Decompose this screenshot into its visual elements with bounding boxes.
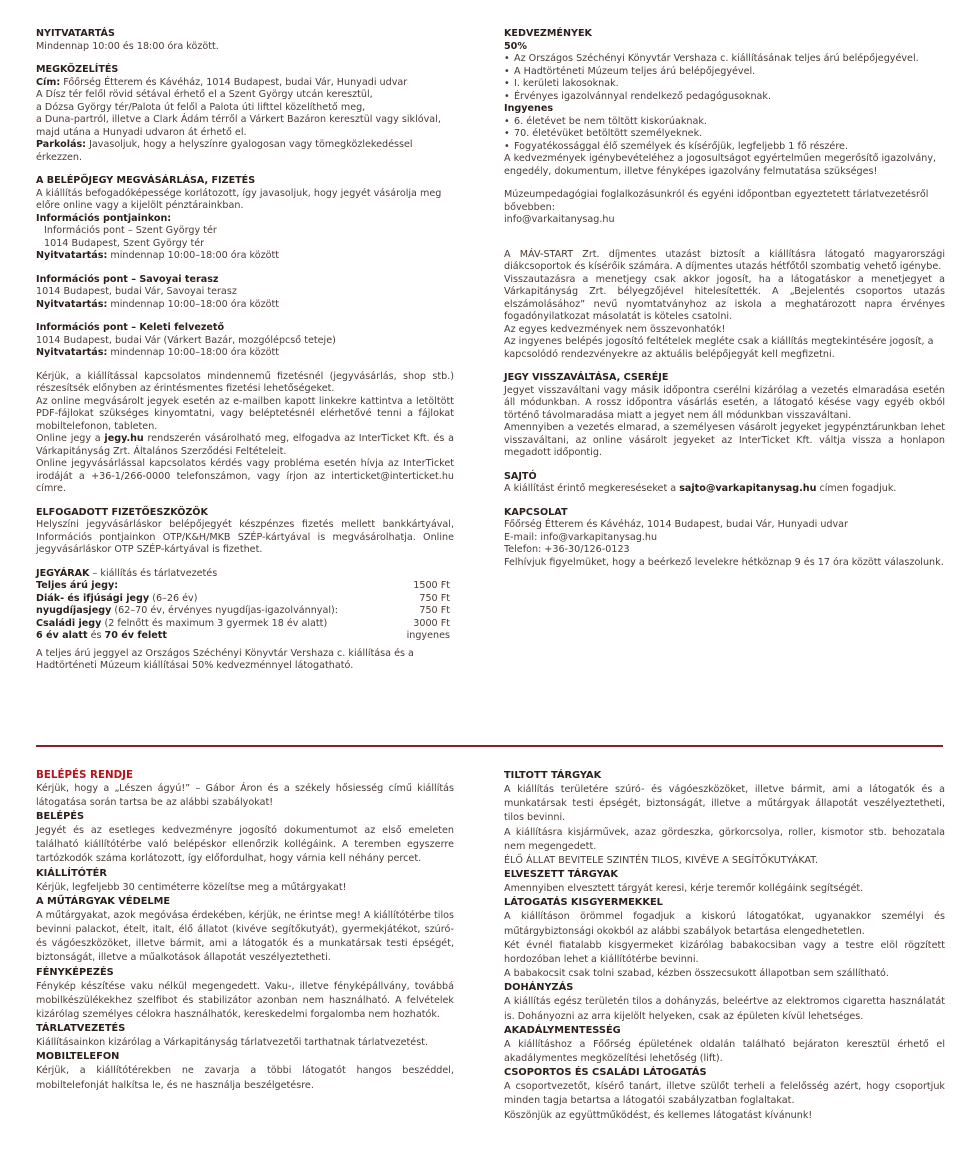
- kids-visit-text: A kiállításon örömmel fogadjuk a kiskorú látogatókat, ugyanakkor személyi és műtárgybiztonsági okokból az alábbi szabályok betartása elengedhetetlen.: [504, 911, 945, 937]
- info-point-name: Információs pont – Savoyai terasz: [36, 273, 219, 285]
- payment-heading: ELFOGADOTT FIZETŐESZKÖZÖK: [36, 506, 208, 518]
- free-item: • 6. életévet be nem töltött kiskorúaknak.: [504, 116, 945, 129]
- price-row: Teljes árú jegy: 1500 Ft: [36, 580, 450, 591]
- mav-note: A MÁV-START Zrt. díjmentes utazást biztosít a kiállításra látogató magyarországi diákcsoportok és kísérőik számára. A díjmentes utazás hétfőtől szombatig vehető igénybe.: [504, 248, 945, 272]
- free-entry-label: Ingyenes: [504, 103, 554, 114]
- guided-tour-text: Kiállításainkon kizárólag a Várkapitányság tárlatvezetői tarthatnak tárlatvezetést.: [36, 1037, 429, 1049]
- payment-text: Helyszíni jegyvásárláskor belépőjegyét készpénzes fizetés mellett bankkártyával, Információs pontjainkon OTP/K&H/MKB SZÉP-kártyával is megvásárolhatja. Online jegyvásárláskor OTP SZÉP-kártyával is fizethet.: [36, 519, 454, 555]
- lost-items-text: Amennyiben elvesztett tárgyát keresi, kérje teremőr kollégáink segítségét.: [504, 883, 864, 895]
- forbidden-items-heading: TILTOTT TÁRGYAK: [504, 770, 602, 781]
- museum-pedagogy-note: Múzeumpedagógiai foglalkozásunkról és egyéni időpontban egyeztetett tárlatvezetésről bővebben:: [504, 189, 929, 213]
- rules-intro: Kérjük, hogy a „Lészen ágyú!” – Gábor Áron és a székely hősiesség című kiállítás látogatása során tartsa be az alábbi szabályokat!: [36, 782, 454, 808]
- info-point-name: Információs pont – Szent György tér: [44, 225, 217, 236]
- exchange-text: Jegyet visszaváltani vagy másik időpontra cserélni kizárólag a vezetés elmaradása esetén áll módunkban. A rossz időpontra vásárlás esetén, a látogató késése vagy egyéb okból történő távolmaradása miatt a jegyet nem áll módunkban visszaváltani.: [504, 384, 945, 421]
- discount-50-label: 50%: [504, 40, 527, 52]
- photography-text: Fénykép készítése vaku nélkül megengedett. Vaku-, illetve fényképállvány, továbbá mobilkészülékekhez szelfibot és stabilizátor azonban nem használható. A felvételek kizárólag személyes célokra használhatók, kereskedelmi forgalomba nem hozhatók.: [36, 980, 454, 1020]
- contact-heading: KAPCSOLAT: [504, 506, 568, 518]
- kids-visit-text: A babakocsit csak tolni szabad, kézben összecsukott állapotban sem szállítható.: [504, 968, 889, 980]
- group-visit-heading: CSOPORTOS ÉS CSALÁDI LÁTOGATÁS: [504, 1067, 707, 1079]
- photography-heading: FÉNYKÉPEZÉS: [36, 966, 114, 978]
- discount-item: • A Hadtörténeti Múzeum teljes árú belépőjegyével.: [504, 66, 945, 79]
- accessibility-heading: AKADÁLYMENTESSÉG: [504, 1024, 621, 1036]
- artwork-protection-text: A műtárgyakat, azok megóvása érdekében, kérjük, ne érintse meg! A kiállítótérbe tilos bevinni palackot, ételt, italt, élő állatot (kivéve segítőkutyát), gyermekjátékot, szúró- és vágóeszközöket, illetve bármit, ami a látogatók és a munkatársak testi épségét, biztonságát, illetve a műalkotások állapotát veszélyeztetheti.: [36, 909, 454, 964]
- contact-email[interactable]: E-mail: info@varkapitanysag.hu: [504, 531, 658, 543]
- info-point-hours: Nyitvatartás: mindennap 10:00–18:00 óra között: [36, 347, 280, 358]
- jegy-hu-link[interactable]: jegy.hu: [104, 433, 144, 444]
- info-points-label: Információs pontjainkon:: [36, 212, 172, 224]
- prices-heading: JEGYÁRAK – kiállítás és tárlatvezetés: [36, 567, 218, 579]
- discount-item: • Az Országos Széchényi Könyvtár Vershaza c. kiállításának teljes árú belépőjegyével.: [504, 53, 945, 66]
- free-item: • Fogyatékossággal élő személyek és kísérőjük, legfeljebb 1 fő részére.: [504, 141, 945, 154]
- ticket-purchase-intro: A kiállítás befogadóképessége korlátozott, így javasoljuk, hogy jegyét vásárolja meg előre online vagy a kijelölt pénztárainkban.: [36, 187, 442, 211]
- exhibition-space-text: Kérjük, legfeljebb 30 centiméterre közelítse meg a műtárgyakat!: [36, 881, 347, 893]
- discounts-heading: KEDVEZMÉNYEK: [504, 28, 592, 39]
- approach-line: A Dísz tér felől rövid sétával érhető el a Szent György utcán keresztül,: [36, 89, 373, 100]
- guided-tour-heading: TÁRLATVEZETÉS: [36, 1023, 126, 1035]
- group-visit-text: A csoportvezetőt, kísérő tanárt, illetve szülőt terheli a felelősség azért, hogy csoportjuk minden tagja betartsa a látogatói szabályzatban foglaltakat.: [504, 1081, 945, 1107]
- mobile-phone-heading: MOBILTELEFON: [36, 1051, 120, 1063]
- price-row: Családi jegy (2 felnőtt és maximum 3 gyermek 18 év alatt) 3000 Ft: [36, 617, 450, 629]
- price-row: 6 év alatt és 70 év felett ingyenes: [36, 630, 450, 641]
- thanks-text: Köszönjük az együttműködést, és kellemes látogatást kívánunk!: [504, 1109, 813, 1121]
- approach-line: a Duna-partról, illetve a Clark Ádám térről a Várkert Bazáron keresztül vagy siklóval, majd utána a Hunyadi udvaron át érhető el.: [36, 114, 441, 138]
- prices-note: A teljes árú jeggyel az Országos Széchényi Könyvtár Vershaza c. kiállítása és a Hadtörténeti Múzeum kiállításai 50% kedvezménnyel látogatható.: [36, 647, 414, 671]
- exchange-text: Amennyiben a vezetés elmarad, a személyesen vásárolt jegyeket jegypénztárunkban lehet visszaváltani, az online vásárolt jegyeket az InterTicket Kft. váltja vissza a honlapon megadott időpontig.: [504, 422, 945, 458]
- mobile-phone-text: Kérjük, a kiállítótérekben ne zavarja a többi látogatót hangos beszéddel, mobiltelefonját halkítsa le, és ne használja beszélgetésre.: [36, 1065, 454, 1091]
- kids-visit-heading: LÁTOGATÁS KISGYERMEKKEL: [504, 897, 663, 909]
- entry-text: Jegyét és az esetleges kedvezményre jogosító dokumentumot az első emeleten található kiállítótérbe való belépéskor ellenőrzik kollégáink. A teremben egyszerre tartózkodók száma korlátozott, így előfordulhat, hogy várnia kell néhány percet.: [36, 824, 454, 865]
- entry-heading: BELÉPÉS: [36, 810, 85, 822]
- info-column-left: [36, 28, 454, 673]
- approach-address: Cím: Főőrség Étterem és Kávéház, 1014 Budapest, budai Vár, Hunyadi udvar: [36, 76, 408, 88]
- exchange-heading: JEGY VISSZAVÁLTÁSA, CSERÉJE: [504, 372, 669, 383]
- price-row: Diák- és ifjúsági jegy (6–26 év) 750 Ft: [36, 592, 450, 604]
- press-text: A kiállítást érintő megkereséseket a sajto@varkapitanysag.hu címen fogadjuk.: [504, 483, 897, 494]
- artwork-protection-heading: A MŰTÁRGYAK VÉDELME: [36, 895, 171, 907]
- info-point-address: 1014 Budapest, budai Vár (Várkert Bazár, mozgólépcső teteje): [36, 334, 336, 346]
- accessibility-text: A kiállításhoz a Főőrség épületének oldalán található bejáraton keresztül érhető el akadálymentes megközelítési lehetőség (lift).: [504, 1038, 945, 1065]
- contact-address: Főőrség Étterem és Kávéház, 1014 Budapest, budai Vár, Hunyadi udvar: [504, 519, 848, 530]
- section-divider: [36, 745, 943, 747]
- info-point-hours: Nyitvatartás: mindennap 10:00–18:00 óra között: [36, 250, 280, 261]
- mav-note: Az ingyenes belépés jogosító feltételek megléte csak a kiállítás megtekintésére jogosít, a kapcsolódó rendezvényekre az aktuális belépőjegyát kell megfizetni.: [504, 336, 934, 360]
- price-row: nyugdíjasjegy (62–70 év, érvényes nyugdíjas-igazolvánnyal): 750 Ft: [36, 605, 450, 616]
- lost-items-heading: ELVESZETT TÁRGYAK: [504, 869, 618, 881]
- discount-item: • Érvényes igazolvánnyal rendelkező pedagógusoknak.: [504, 91, 945, 104]
- rules-column-right: [504, 769, 945, 1123]
- exhibition-space-heading: KIÁLLÍTÓTÉR: [36, 867, 107, 879]
- discount-note: A kedvezmények igénybevételéhez a jogosultságot egyértelműen megerősítő igazolvány, engedély, dokumentum, illetve fényképes igazolvány felmutatása szükséges!: [504, 153, 937, 177]
- mav-note: Visszautazásra a menetjegy csak akkor jogosít, ha a látogatáskor a menetjegyet a Várkapitányság Zrt. bélyegzőjével hitelesítették. A „Bejelentés csoportos utazás elszámolásához” nevű nyomtatványhoz az iskola a meghatározott napra érvényes fogadónyilatkozat másolatát is köteles csatolni.: [504, 273, 945, 322]
- info-point-address: 1014 Budapest, Szent György tér: [44, 237, 205, 249]
- contact-phone[interactable]: Telefon: +36-30/126-0123: [504, 544, 630, 555]
- forbidden-items-text: A kiállításra kisjárművek, azaz gördeszka, görkorcsolya, roller, kismotor stb. behozatala nem megengedett.: [504, 826, 945, 852]
- press-heading: SAJTÓ: [504, 470, 537, 482]
- kids-visit-text: Két évnél fiatalabb kisgyermeket kizárólag babakocsiban vagy a testre elöl rögzített hordozóban lehet a kiállítótérbe bevinni.: [504, 939, 945, 966]
- smoking-text: A kiállítás egész területén tilos a dohányzás, beleértve az elektromos cigaretta használatát is. Dohányozni az arra kijelölt helyeken, csak az épületen kívül lehetséges.: [504, 996, 945, 1022]
- discount-item: • I. kerületi lakosoknak.: [504, 78, 945, 91]
- info-point-address: 1014 Budapest, budai Vár, Savoyai terasz: [36, 286, 237, 297]
- museum-email-link[interactable]: info@varkaitanysag.hu: [504, 214, 615, 225]
- press-email-link[interactable]: sajto@varkapitanysag.hu: [679, 483, 817, 494]
- payment-note: Kérjük, a kiállítással kapcsolatos mindennemű fizetésnél (jegyvásárlás, shop stb.) részesítsék előnyben az érintésmentes fizetési lehetőségeket.: [36, 370, 454, 394]
- online-ticket-note: Az online megvásárolt jegyek esetén az e-mailben kapott linkekre kattintva a letöltött PDF-fájlokat szükséges kinyomtatni, vagy beléptetésnél elérhetővé tenni a fájlokat mobiltelefonon, tableten.: [36, 395, 454, 432]
- approach-heading: MEGKÖZELÍTÉS: [36, 64, 119, 75]
- info-column-right: [504, 28, 945, 569]
- smoking-heading: DOHÁNYZÁS: [504, 982, 574, 994]
- interticket-note: Online jegyvásárlással kapcsolatos kérdés vagy probléma esetén hívja az InterTicket irodáját a +36-1/266-0000 telefonszámon, vagy írjon az interticket@interticket.hu címre.: [36, 458, 454, 494]
- rules-column-left: [36, 769, 454, 1093]
- hours-text: Mindennap 10:00 és 18:00 óra között.: [36, 40, 219, 52]
- info-point-name: Információs pont – Keleti felvezető: [36, 322, 225, 333]
- free-item: • 70. életévüket betöltött személyeknek.: [504, 128, 945, 141]
- online-ticket-note: Online jegy a jegy.hu rendszerén vásárolható meg, elfogadva az InterTicket Kft. és a Várkapitányság Zrt. Általános Szerződési Feltételeit.: [36, 433, 455, 457]
- mav-note: Az egyes kedvezmények nem összevonhatók!: [504, 323, 726, 335]
- hours-heading: NYITVATARTÁS: [36, 28, 115, 39]
- ticket-purchase-heading: A BELÉPŐJEGY MEGVÁSÁRLÁSA, FIZETÉS: [36, 175, 256, 186]
- approach-line: a Dózsa György tér/Palota út felől a Palota úti lifttel közelíthető meg,: [36, 101, 366, 113]
- forbidden-items-text: ÉLŐ ÁLLAT BEVITELE SZINTÉN TILOS, KIVÉVE A SEGÍTŐKUTYÁKAT.: [504, 855, 819, 867]
- info-point-hours: Nyitvatartás: mindennap 10:00–18:00 óra között: [36, 298, 280, 310]
- entry-rules-title: BELÉPÉS RENDJE: [36, 769, 134, 781]
- parking-text: Parkolás: Javasoljuk, hogy a helyszínre gyalogosan vagy tömegközlekedéssel érkezzen.: [36, 139, 413, 163]
- contact-note: Felhívjuk figyelmüket, hogy a beérkező levelekre hétköznap 9 és 17 óra között válaszolunk.: [504, 556, 944, 568]
- forbidden-items-text: A kiállítás területére szúró- és vágóeszközöket, illetve bármit, ami a látogatók és a munkatársak testi épségét, biztonságát, illetve a műtárgyak állapotát veszélyeztetheti, tilos bevinni.: [504, 784, 945, 824]
